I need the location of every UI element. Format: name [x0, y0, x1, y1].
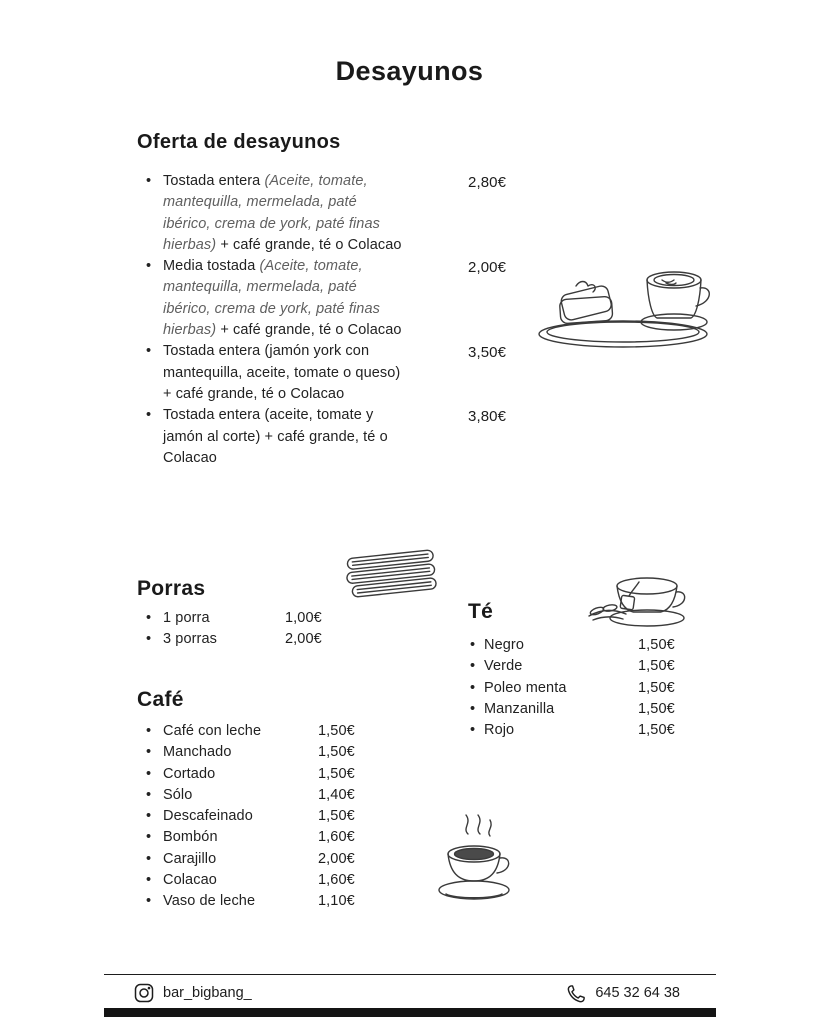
te-list: [468, 635, 675, 741]
item-price: 2,00€: [468, 259, 507, 277]
item-price: 2,00€: [318, 850, 355, 867]
item-name: Media tostada: [163, 258, 260, 275]
item-name: Tostada entera (aceite, tomate y jamón al corte) + café grande, té o Colacao: [163, 407, 388, 466]
item-name: Negro: [484, 637, 524, 653]
section-heading-oferta: Oferta de desayunos: [137, 131, 341, 153]
item-price: 1,50€: [318, 808, 355, 825]
item-price: 1,60€: [318, 829, 355, 846]
list-item: [137, 721, 357, 742]
phone-icon: [565, 983, 586, 1004]
item-name: Poleo menta: [484, 679, 567, 696]
list-item: [137, 785, 357, 806]
list-item: [137, 806, 357, 827]
item-price: 1,00€: [285, 610, 322, 626]
list-item: [468, 678, 675, 699]
churros-illustration: [343, 548, 443, 604]
item-name: Colacao: [163, 872, 217, 889]
item-name: Manchado: [163, 744, 232, 761]
list-item: [137, 608, 322, 629]
item-name: Manzanilla: [484, 700, 555, 717]
item-price: 1,10€: [318, 893, 355, 910]
footer-instagram: [134, 983, 252, 1003]
item-price: 1,60€: [318, 872, 355, 889]
list-item: [137, 827, 357, 848]
item-name: Descafeinado: [163, 808, 253, 825]
list-item: [137, 870, 357, 891]
list-item: [137, 849, 357, 870]
item-price: 1,50€: [318, 765, 355, 782]
item-suffix: + café grande, té o Colacao: [216, 236, 402, 253]
item-name: Vaso de leche: [163, 893, 256, 910]
item-price: 1,50€: [318, 744, 355, 761]
item-price: 1,50€: [638, 679, 675, 696]
list-item: [137, 405, 507, 469]
list-item: [468, 635, 675, 656]
item-price: 3,50€: [468, 344, 507, 362]
list-item: [137, 742, 357, 763]
item-name: Sólo: [163, 786, 193, 803]
item-detail: (Aceite, tomate, mantequilla, mermelada, paté ibérico, crema de york, paté finas hierbas): [163, 173, 380, 253]
item-name: 3 porras: [163, 631, 217, 648]
item-name: Tostada entera (jamón york con mantequilla, aceite, tomate o queso) + café grande, té o Colacao: [163, 343, 401, 402]
item-name: Tostada entera: [163, 173, 265, 189]
list-item: [468, 720, 675, 741]
item-price: 1,50€: [638, 722, 675, 739]
footer-bottom-bar: [104, 1008, 716, 1017]
instagram-handle: bar_bigbang_: [163, 985, 252, 1001]
list-item: [468, 656, 675, 677]
item-suffix: + café grande, té o Colacao: [216, 322, 402, 339]
item-price: 1,50€: [638, 658, 675, 675]
footer: [104, 979, 716, 1007]
item-price: 2,80€: [468, 174, 507, 191]
coffee-cup-illustration: [424, 810, 524, 910]
item-price: 2,00€: [285, 631, 322, 648]
item-name: Bombón: [163, 829, 218, 846]
footer-phone: [565, 983, 680, 1004]
list-item: [137, 891, 357, 912]
item-detail: (Aceite, tomate, mantequilla, mermelada, paté ibérico, crema de york, paté finas hierbas): [163, 258, 380, 339]
instagram-icon: [134, 983, 154, 1003]
porras-list: [137, 608, 322, 651]
section-heading-porras: Porras: [137, 577, 206, 600]
section-heading-cafe: Café: [137, 688, 184, 711]
list-item: [137, 256, 507, 341]
list-item: [137, 341, 507, 405]
item-name: Carajillo: [163, 850, 217, 867]
item-price: 1,50€: [638, 637, 675, 653]
list-item: [137, 171, 507, 256]
item-name: 1 porra: [163, 610, 210, 626]
phone-number: 645 32 64 38: [595, 985, 680, 1001]
cafe-list: [137, 721, 357, 913]
tea-cup-illustration: [581, 548, 697, 630]
item-name: Cortado: [163, 765, 216, 782]
item-price: 1,40€: [318, 786, 355, 803]
list-item: [137, 764, 357, 785]
breakfast-tray-illustration: [534, 250, 716, 352]
page-title: Desayunos: [335, 56, 484, 86]
oferta-list: [137, 171, 507, 469]
list-item: [137, 629, 322, 650]
list-item: [468, 699, 675, 720]
item-price: 1,50€: [318, 723, 355, 739]
footer-divider: [104, 974, 716, 975]
item-price: 3,80€: [468, 408, 507, 426]
item-name: Café con leche: [163, 723, 262, 739]
section-heading-te: Té: [468, 600, 494, 623]
item-name: Verde: [484, 658, 523, 675]
item-name: Rojo: [484, 722, 515, 739]
item-price: 1,50€: [638, 700, 675, 717]
